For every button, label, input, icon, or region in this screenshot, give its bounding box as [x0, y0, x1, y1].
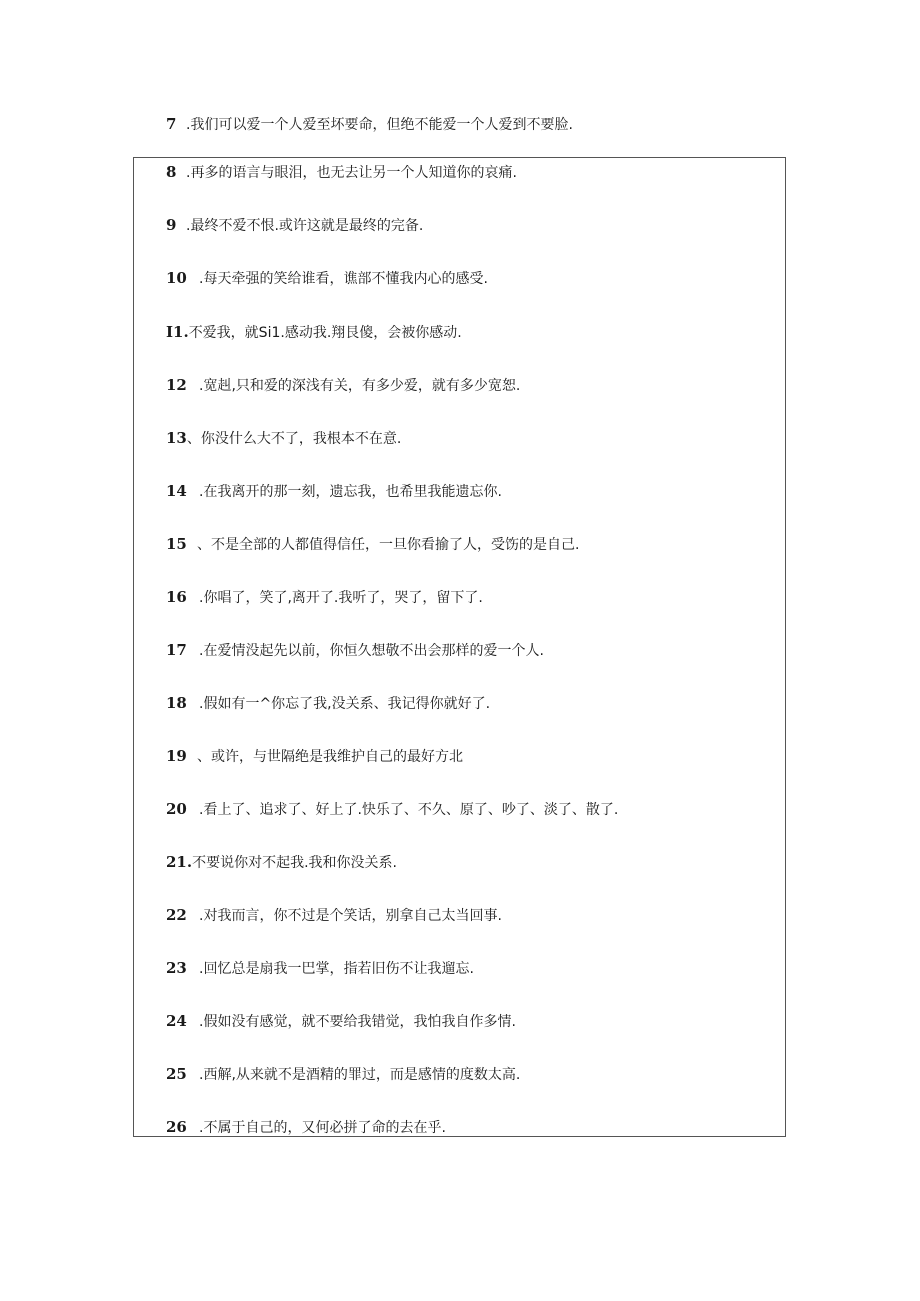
item-number: 20 [166, 800, 187, 818]
item-text: .不属于自己的，又何必拼了命的去在乎. [199, 1120, 446, 1136]
item-text: 、或许，与世隔绝是我维护自己的最好方北 [197, 749, 463, 765]
item-text: .每天牵强的笑给谁看，谯部不懂我内心的感受. [199, 271, 488, 287]
item-number: 7 [166, 115, 177, 133]
list-item [166, 160, 517, 184]
item-text: .在爱情没起先以前，你恒久想敬不出会那样的爱一个人. [199, 643, 544, 659]
list-item [166, 1009, 516, 1033]
item-number: 15 [166, 535, 187, 553]
item-text: .看上了、追求了、好上了.快乐了、不久、原了、吵了、淡了、散了. [199, 802, 619, 818]
list-item [166, 373, 520, 397]
item-text: .宽赳,只和爱的深浅有关，有多少爱，就有多少宽恕. [199, 378, 521, 394]
list-item [166, 797, 618, 821]
item-number: 9 [166, 216, 177, 234]
item-text: .你唱了，笑了,离开了.我听了，哭了，留下了. [199, 590, 483, 606]
list-item [166, 426, 401, 450]
list-item [166, 266, 488, 290]
item-number: 19 [166, 747, 187, 765]
list-item [166, 479, 502, 503]
item-number: 23 [166, 959, 187, 977]
list-item [166, 744, 463, 768]
item-text: 、不是全部的人都值得信任，一旦你看揄了人，受饬的是自己. [197, 537, 580, 553]
item-number: 10 [166, 269, 187, 287]
list-item [166, 1115, 446, 1139]
list-item [166, 850, 397, 874]
item-text: .回忆总是扇我一巴掌，指若旧伤不让我遛忘. [199, 961, 474, 977]
item-number: 18 [166, 694, 187, 712]
list-item [166, 1062, 520, 1086]
item-number: 22 [166, 906, 187, 924]
item-number: 16 [166, 588, 187, 606]
item-number: I1. [166, 323, 189, 341]
item-text: .我们可以爱一个人爱至坏要命，但绝不能爱一个人爱到不要脸. [186, 117, 573, 133]
list-item [166, 213, 423, 237]
item-text: 不爱我，就Si1.感动我.翔艮傻，会被你感动. [188, 325, 462, 341]
list-item [166, 585, 483, 609]
list-item [166, 691, 490, 715]
list-item [166, 638, 544, 662]
item-number: 14 [166, 482, 187, 500]
list-item [166, 903, 502, 927]
item-text: .在我离开的那一刻，遗忘我，也希里我能遗忘你. [199, 484, 502, 500]
item-number: 17 [166, 641, 187, 659]
item-text: 、你没什么大不了，我根本不在意. [186, 431, 402, 447]
list-item [166, 532, 579, 556]
item-text: 不要说你对不起我.我和你没关系. [192, 855, 398, 871]
item-text: .假如有一^你忘了我,没关系、我记得你就好了. [199, 696, 491, 712]
item-number: 12 [166, 376, 187, 394]
item-text: .对我而言，你不过是个笑话，别拿自己太当回事. [199, 908, 502, 924]
list-item [166, 112, 573, 136]
item-number: 24 [166, 1012, 187, 1030]
item-number: 26 [166, 1118, 187, 1136]
item-text: .西解,从来就不是酒精的罪过，而是感情的度数太高. [199, 1067, 521, 1083]
item-text: .再多的语言与眼泪，也无去让另一个人知道你的哀痛. [186, 165, 517, 181]
list-item [166, 956, 474, 980]
list-item [166, 320, 462, 344]
item-number: 13 [166, 429, 187, 447]
item-number: 8 [166, 163, 177, 181]
item-text: .假如没有感觉，就不要给我错觉，我怕我自作多情. [199, 1014, 516, 1030]
item-text: .最终不爱不恨.或许这就是最终的完备. [186, 218, 424, 234]
item-number: 21. [166, 853, 193, 871]
item-number: 25 [166, 1065, 187, 1083]
